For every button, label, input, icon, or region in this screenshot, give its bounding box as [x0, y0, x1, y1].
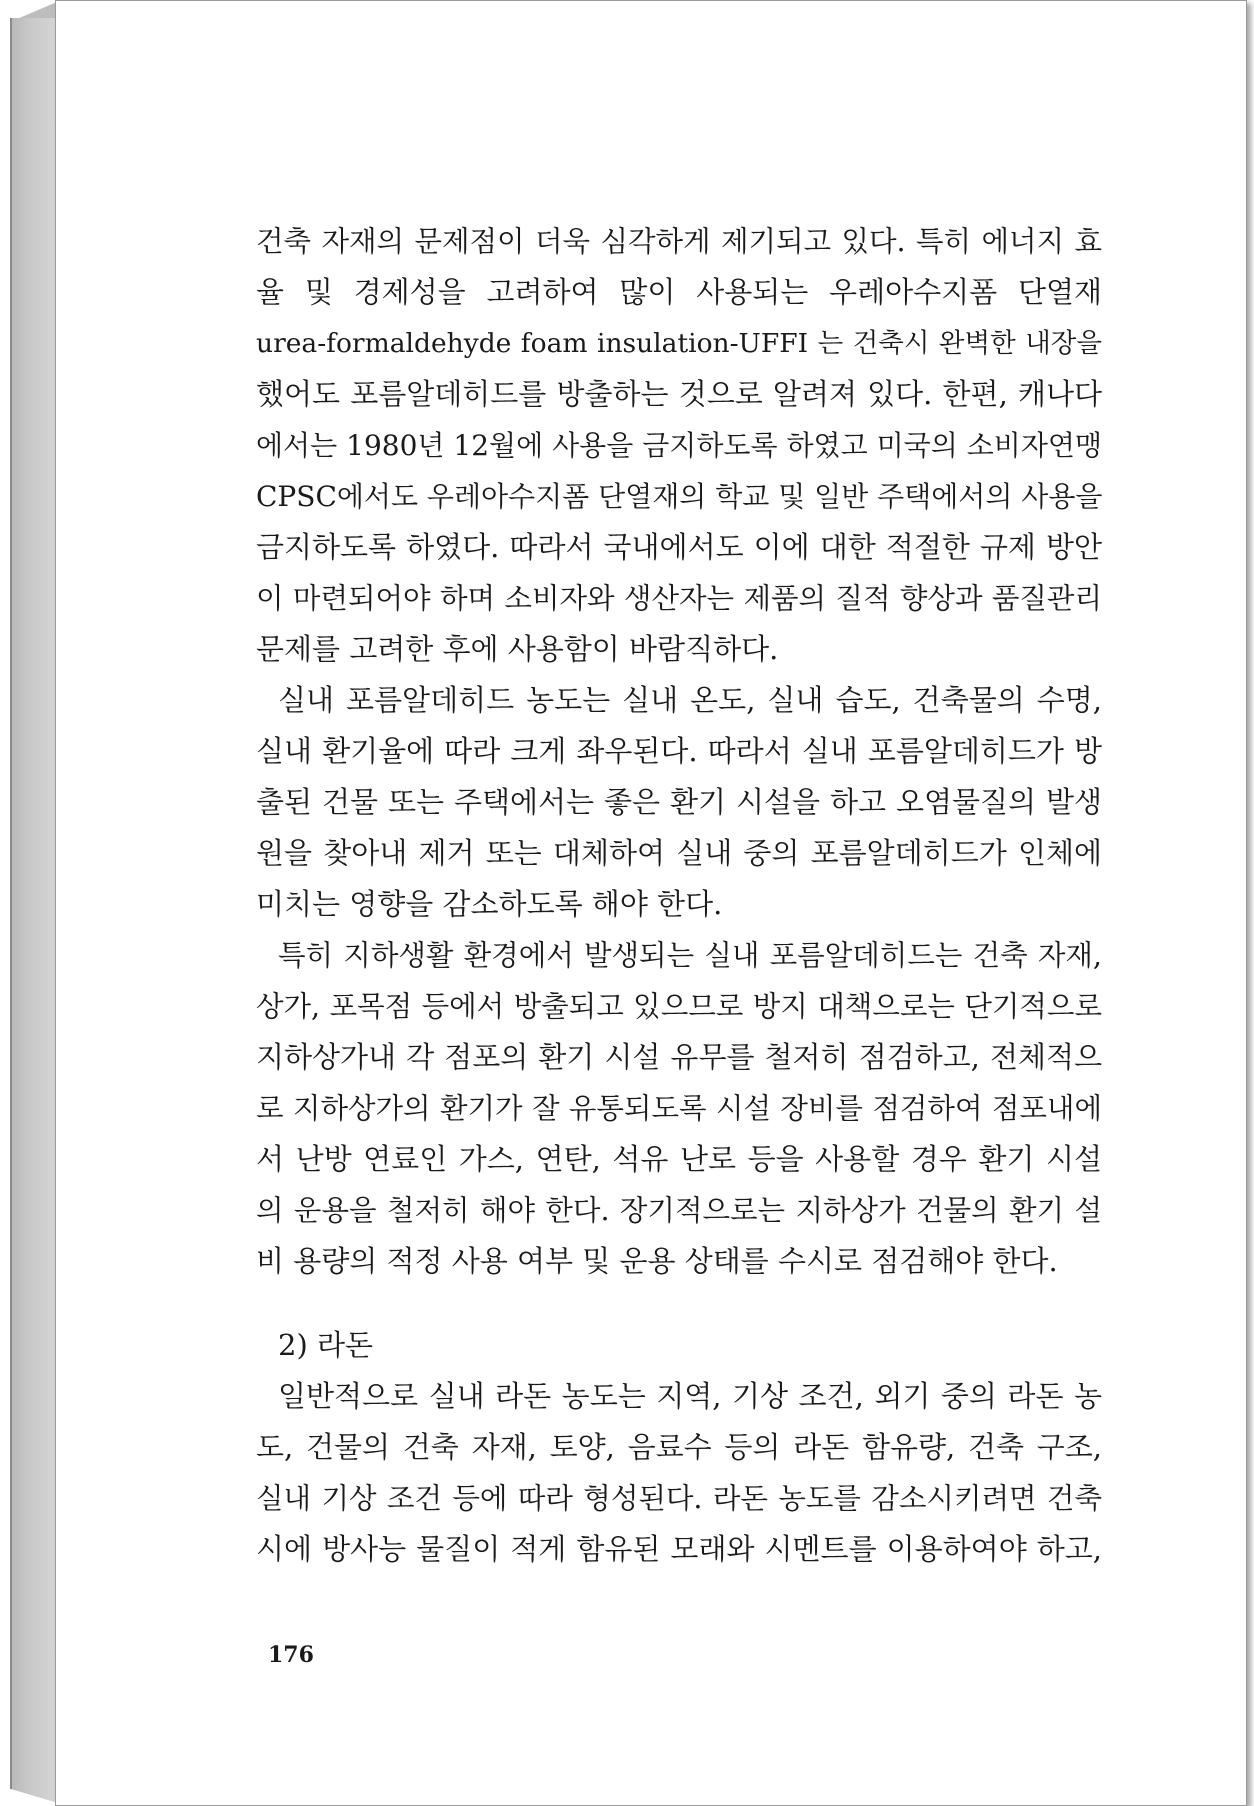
text-line: 특히 지하생활 환경에서 발생되는 실내 포름알데히드는 건축 자재,	[278, 939, 1102, 972]
text-line: 일반적으로 실내 라돈 농도는 지역, 기상 조건, 외기 중의 라돈 농	[278, 1379, 1102, 1413]
book-spine	[10, 18, 58, 1803]
text-line: 시에 방사능 물질이 적게 함유된 모래와 시멘트를 이용하여야 하고,	[256, 1532, 1102, 1566]
text-line: 문제를 고려한 후에 사용함이 바람직하다.	[256, 632, 779, 666]
section-heading: 2) 라돈	[278, 1328, 374, 1362]
text-line: 의 운용을 철저히 해야 한다. 장기적으로는 지하상가 건물의 환기 설	[256, 1194, 1102, 1227]
text-line: 에서는 1980년 12월에 사용을 금지하도록 하였고 미국의 소비자연맹	[256, 429, 1102, 462]
text-line: 금지하도록 하였다. 따라서 국내에서도 이에 대한 적절한 규제 방안	[256, 530, 1102, 564]
text-line: 지하상가내 각 점포의 환기 시설 유무를 철저히 점검하고, 전체적으	[256, 1040, 1102, 1074]
text-line: 실내 포름알데히드 농도는 실내 온도, 실내 습도, 건축물의 수명,	[278, 683, 1102, 717]
text-line: 실내 환기율에 따라 크게 좌우된다. 따라서 실내 포름알데히드가 방	[256, 734, 1102, 768]
text-line: 비 용량의 적정 사용 여부 및 운용 상태를 수시로 점검해야 한다.	[256, 1244, 1058, 1278]
text-line: 건축 자재의 문제점이 더욱 심각하게 제기되고 있다. 특히 에너지 효	[256, 225, 1102, 258]
text-line: 미치는 영향을 감소하도록 해야 한다.	[256, 887, 723, 921]
text-line: 실내 기상 조건 등에 따라 형성된다. 라돈 농도를 감소시키려면 건축	[256, 1482, 1102, 1515]
text-line: 도, 건물의 건축 자재, 토양, 음료수 등의 라돈 함유량, 건축 구조,	[256, 1430, 1102, 1464]
text-line: 이 마련되어야 하며 소비자와 생산자는 제품의 질적 향상과 품질관리	[256, 582, 1102, 615]
section-gap	[256, 1287, 1102, 1320]
text-line: 서 난방 연료인 가스, 연탄, 석유 난로 등을 사용할 경우 환기 시설	[256, 1142, 1102, 1176]
text-line: 했어도 포름알데히드를 방출하는 것으로 알려져 있다. 한편, 캐나다	[256, 377, 1102, 411]
text-line: 원을 찾아내 제거 또는 대체하여 실내 중의 포름알데히드가 인체에	[256, 836, 1102, 870]
text-line: urea-formaldehyde foam insulation-UFFI 는 건축시 완벽한 내장을	[256, 328, 1102, 359]
body-text	[256, 216, 1102, 1575]
text-line: 상가, 포목점 등에서 방출되고 있으므로 방지 대책으로는 단기적으로	[256, 990, 1102, 1023]
text-line: 출된 건물 또는 주택에서는 좋은 환기 시설을 하고 오염물질의 발생	[256, 785, 1102, 819]
text-line: 로 지하상가의 환기가 잘 유통되도록 시설 장비를 점검하여 점포내에	[256, 1092, 1102, 1125]
text-line: CPSC에서도 우레아수지폼 단열재의 학교 및 일반 주택에서의 사용을	[256, 480, 1103, 513]
page-number: 176	[268, 1642, 314, 1668]
text-line: 율 및 경제성을 고려하여 많이 사용되는 우레아수지폼 단열재	[256, 275, 1102, 309]
